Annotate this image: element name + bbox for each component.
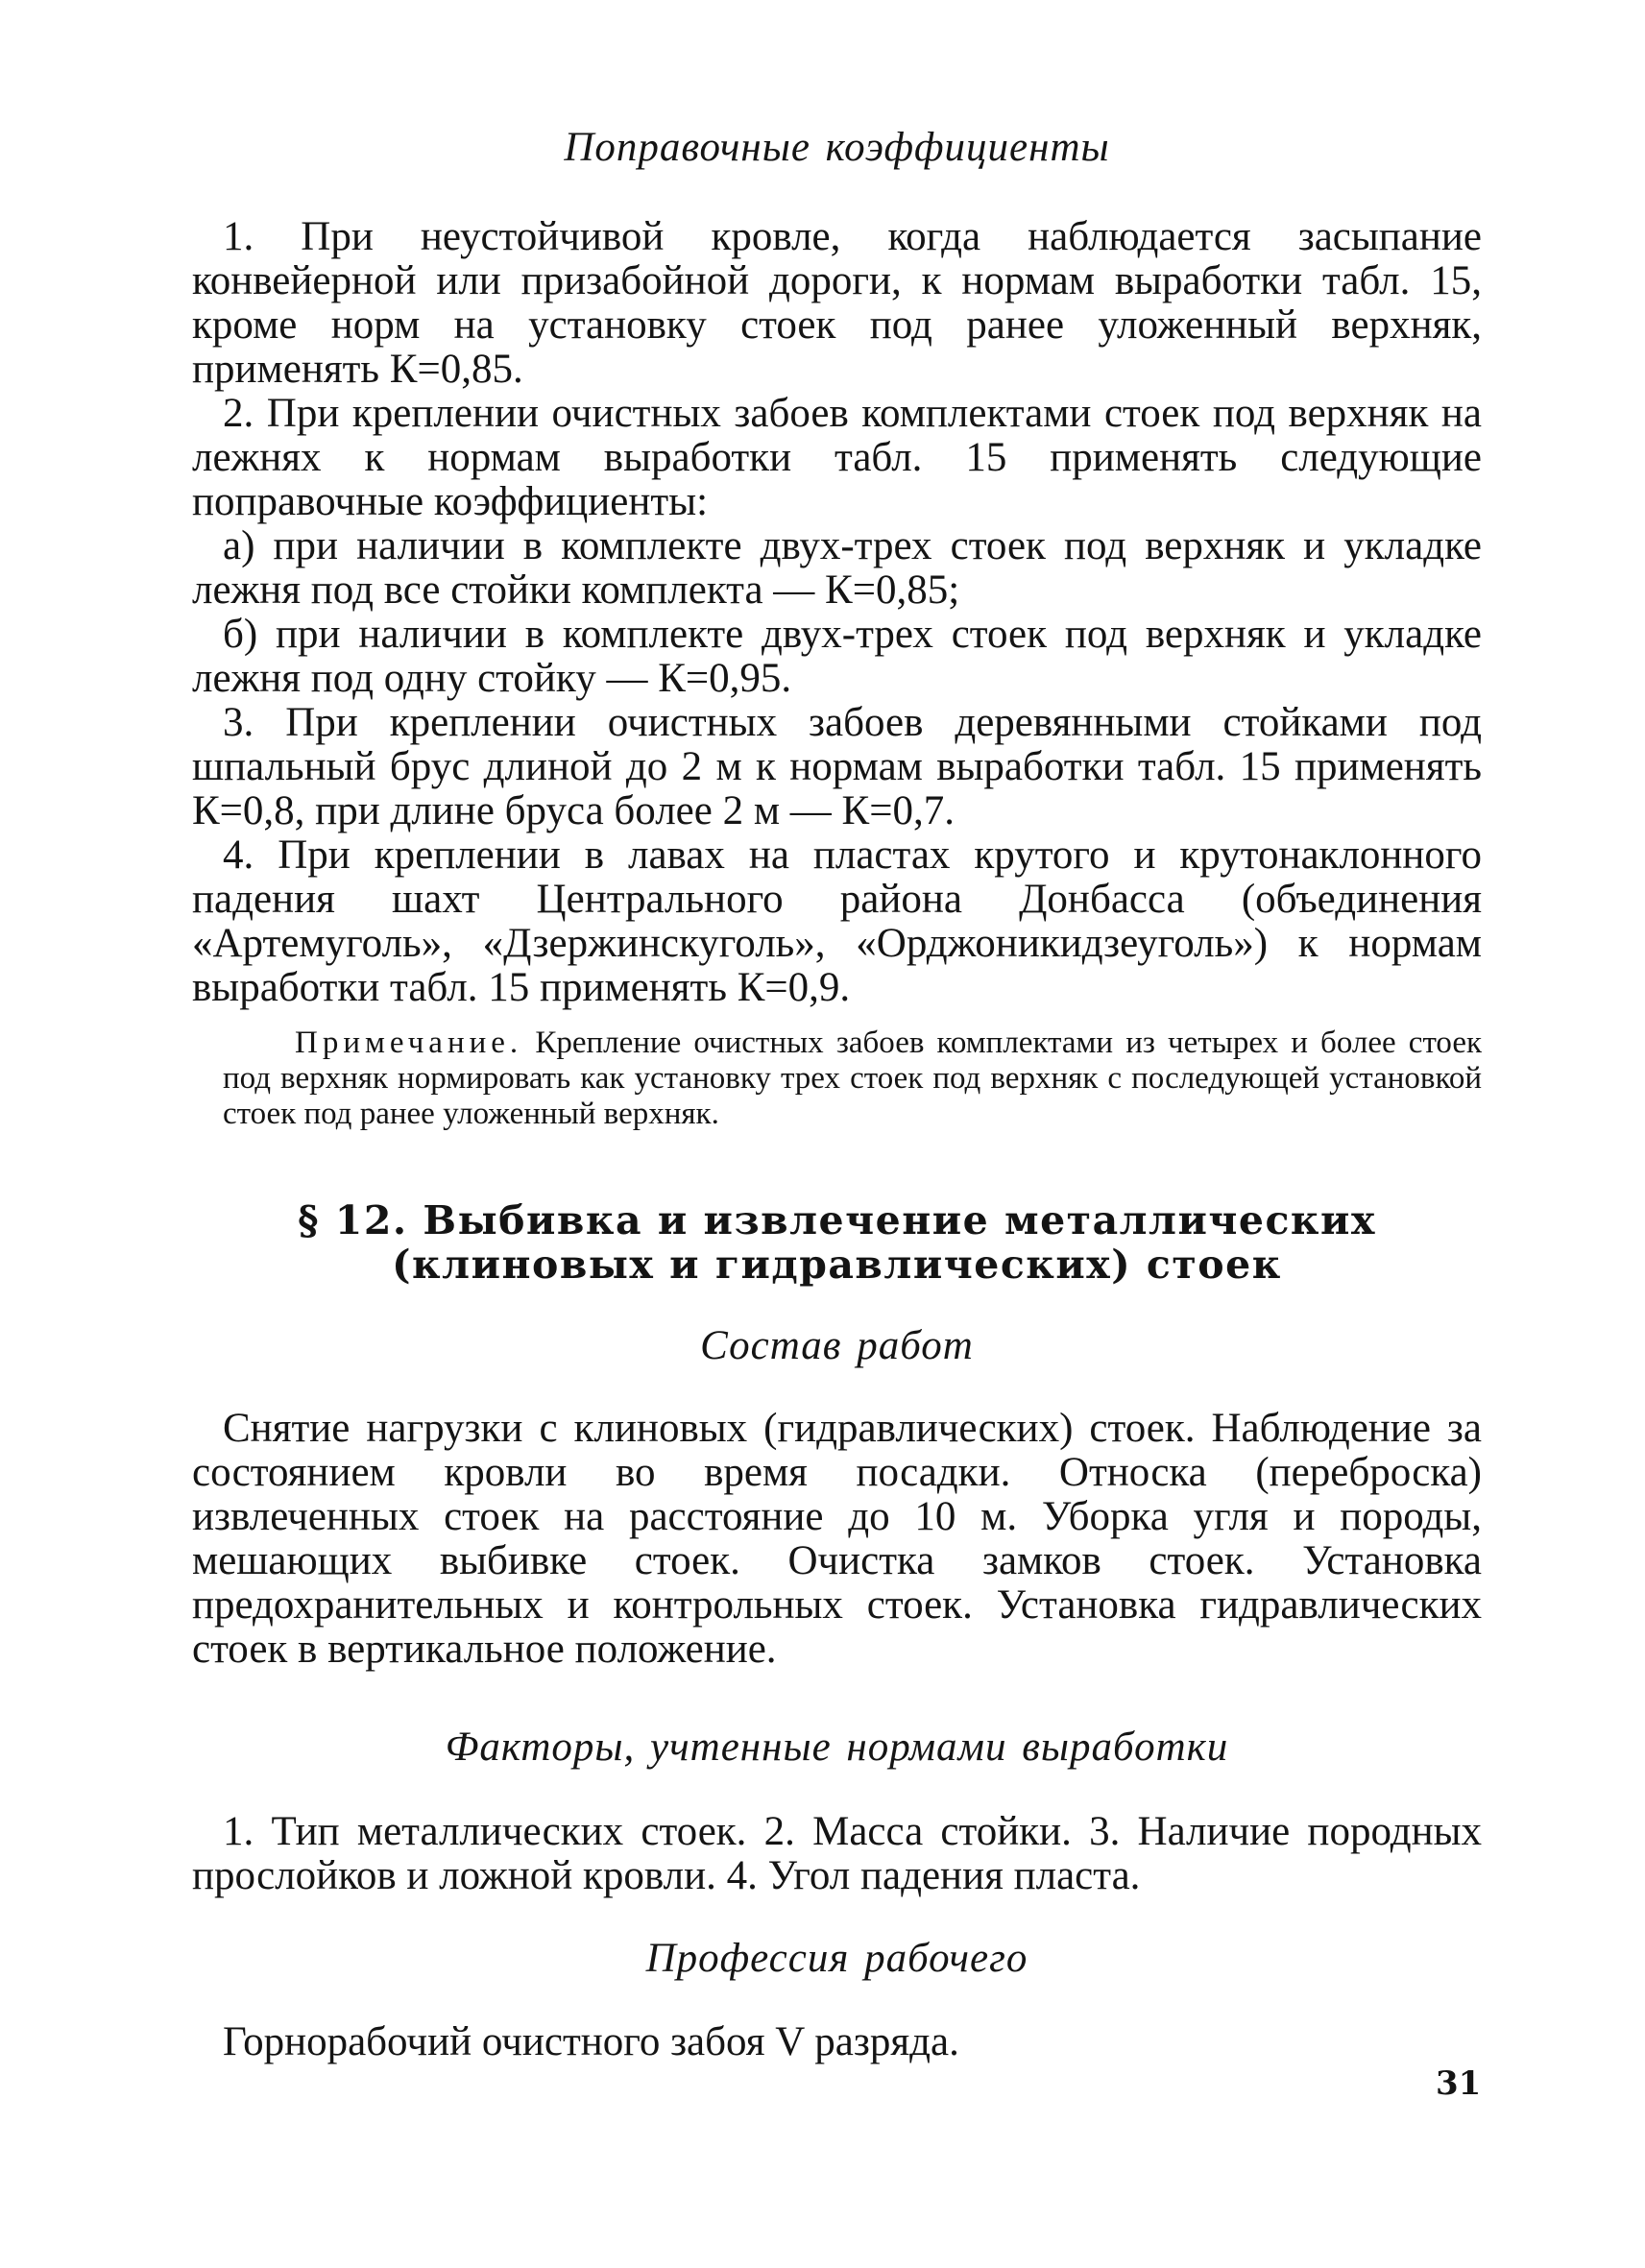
section-title-line-2: (клиновых и гидравлических) стоек (392, 1242, 1282, 1288)
factors-text: 1. Тип металлических стоек. 2. Масса стойки. 3. Наличие породных прослойков и ложной кровли. 4. Угол падения пласта. (192, 1809, 1482, 1898)
correction-item-4: 4. При креплении в лавах на пластах крутого и крутонаклонного падения шахт Центрального района Донбасса (объединения «Артемуголь», «Дзержинскуголь», «Орджоникидзеуголь») к нормам выработки табл. 15 применять К=0,9. (192, 832, 1482, 1010)
profession-heading: Профессия рабочего (645, 1936, 1028, 1981)
note-label: Примечание. (295, 1025, 523, 1060)
factors-block (192, 1810, 1482, 1898)
section-title (192, 1198, 1482, 1287)
section-title-line-1: § 12. Выбивка и извлечение металлических (298, 1197, 1376, 1243)
note-text: Крепление очистных забоев комплектами из четырех и более стоек под верхняк нормировать как установку трех стоек под верхняк с последующей установкой стоек под ранее уложенный верхняк. (223, 1025, 1483, 1131)
composition-heading: Состав работ (700, 1323, 974, 1368)
composition-block (192, 1407, 1482, 1672)
correction-item-1: 1. При неустойчивой кровле, когда наблюдается засыпание конвейерной или призабойной дороги, к нормам выработки табл. 15, кроме норм на установку стоек под ранее уложенный верхняк, применять К=0,85. (192, 214, 1482, 392)
factors-heading: Факторы, учтенные нормами выработки (445, 1725, 1229, 1770)
composition-text: Снятие нагрузки с клиновых (гидравлических) стоек. Наблюдение за состоянием кровли во время посадки. Относка (переброска) извлеченных стоек на расстояние до 10 м. Уборка угля и породы, мешающих выбивке стоек. Очистка замков стоек. Установка предохранительных и контрольных стоек. Установка гидравлических стоек в вертикальное положение. (192, 1406, 1482, 1672)
correction-item-2b: б) при наличии в комплекте двух-трех стоек под верхняк и укладке лежня под одну стойку — К=0,95. (192, 612, 1482, 701)
note (223, 1025, 1482, 1132)
profession-block (192, 2020, 1482, 2064)
corrections-list (192, 215, 1482, 1010)
correction-item-3: 3. При креплении очистных забоев деревянными стойками под шпальный брус длиной до 2 м к нормам выработки табл. 15 применять К=0,8, при длине бруса более 2 м — К=0,7. (192, 700, 1482, 833)
corrections-heading: Поправочные коэффициенты (564, 125, 1110, 170)
page-number: 31 (1436, 2064, 1482, 2103)
profession-text: Горнорабочий очистного забоя V разряда. (223, 2019, 959, 2064)
correction-item-2a: а) при наличии в комплекте двух-трех стоек под верхняк и укладке лежня под все стойки комплекта — К=0,85; (192, 523, 1482, 613)
correction-item-2: 2. При креплении очистных забоев комплектами стоек под верхняк на лежнях к нормам выработки табл. 15 применять следующие поправочные коэффициенты: (192, 391, 1482, 524)
